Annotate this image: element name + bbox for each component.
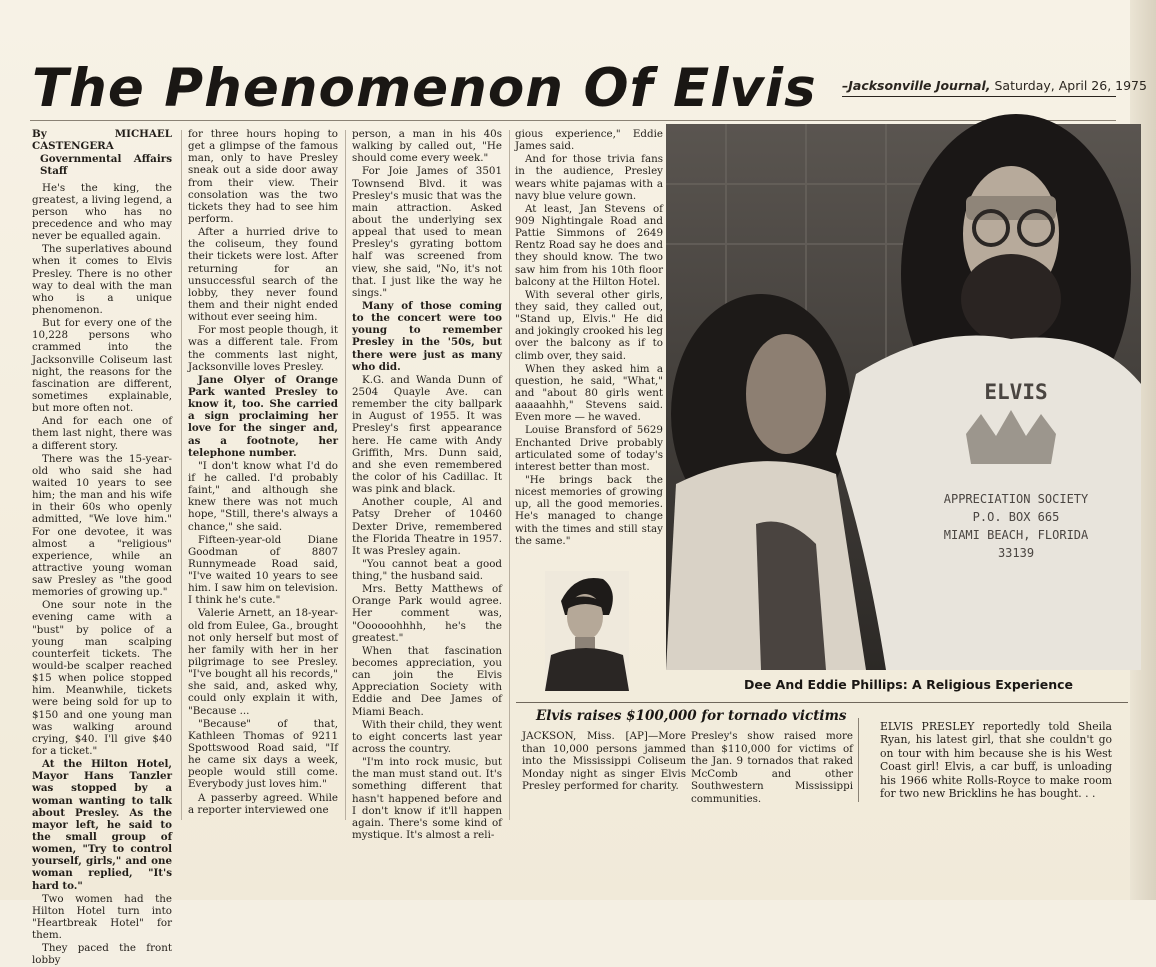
- paragraph: But for every one of the 10,228 persons who crammed into the Jacksonville Coliseum last night, the reasons for the fascination are different, sometimes explainable, but more often not.: [32, 317, 172, 415]
- paragraph: There was the 15-year-old who said she had waited 10 years to see him; the man and his wife in their 60s who openly admitted, "We love him." For one devotee, it was almost a "religious" experience, while an attractive young woman saw Presley as "the good memories of growing up.": [32, 452, 172, 599]
- gossip-note: ELVIS PRESLEY reportedly told Sheila Ryan, his latest girl, that she couldn't go on tour with him because she is his West Coast girl! Elvis, a car buff, is unloading his 1966 white Rolls-Royce to make room for two new Bricklins he has bought. . .: [880, 720, 1112, 801]
- paragraph: At the Hilton Hotel, Mayor Hans Tanzler was stopped by a woman wanting to talk about Presley. As the mayor left, he said to the small group of women, "Try to control yourself, girls," and one woman replied, "It's hard to.": [32, 758, 172, 892]
- sidebar-headline: Elvis raises $100,000 for tornado victims: [536, 708, 847, 724]
- paragraph: "I'm into rock music, but the man must stand out. It's something different that hasn't happened before and I don't know if it'll happen again. There's some kind of mystique. It's almost a reli-: [352, 756, 502, 842]
- byline-title: Governmental Affairs Staff: [40, 153, 172, 178]
- column-divider: [858, 718, 859, 802]
- publication-name: –Jacksonville Journal,: [842, 78, 991, 93]
- article-column-4: [515, 128, 663, 566]
- shirt-print: [916, 380, 1116, 560]
- sidebar-column-1: JACKSON, Miss. [AP]—More than 10,000 persons jammed into the Mississippi Coliseum Monday night as singer Elvis Presley performed for charity.: [522, 730, 686, 793]
- paragraph: "I don't know what I'd do if he called. I'd probably faint," and although she knew there was not much hope, "Still, there's always a chance," she said.: [188, 459, 338, 533]
- paragraph: For Joie James of 3501 Townsend Blvd. it was Presley's music that was the main attraction. Asked about the underlying sex appeal that used to mean Presley's gyrating bottom half was screened from view, she said, "No, it's not that. I just like the way he sings.": [352, 165, 502, 299]
- paragraph: He's the king, the greatest, a living legend, a person who has no precedence and who may never be equalled again.: [32, 181, 172, 243]
- paragraph: for three hours hoping to get a glimpse of the famous man, only to have Presley sneak out a side door away from their view. Their consolation was the two tickets they had to see him perform.: [188, 128, 338, 225]
- byline-name: By MICHAEL CASTENGERA: [32, 128, 172, 153]
- photo-caption: Dee And Eddie Phillips: A Religious Experience: [744, 677, 1073, 692]
- dateline: [842, 78, 1147, 97]
- paragraph: With their child, they went to eight concerts last year across the country.: [352, 718, 502, 756]
- paragraph: And for each one of them last night, there was a different story.: [32, 415, 172, 452]
- paragraph: gious experience," Eddie James said.: [515, 128, 663, 153]
- paragraph: Louise Bransford of 5629 Enchanted Drive probably articulated some of today's interest better than most.: [515, 424, 663, 473]
- paragraph: With several other girls, they said, they called out, "Stand up, Elvis." He did and jokingly crooked his leg over the balcony as if to climb over, they said.: [515, 288, 663, 362]
- paragraph: person, a man in his 40s walking by called out, "He should come every week.": [352, 128, 502, 165]
- paragraph: Two women had the Hilton Hotel turn into "Heartbreak Hotel" for them.: [32, 892, 172, 942]
- paragraph: A passerby agreed. While a reporter interviewed one: [188, 791, 338, 816]
- paragraph: Mrs. Betty Matthews of Orange Park would agree. Her comment was, "Oooooohhhh, he's the greatest.": [352, 583, 502, 644]
- paragraph: "He brings back the nicest memories of growing up, all the good memories. He's managed to change with the times and still stay the same.": [515, 473, 663, 547]
- paragraph: At least, Jan Stevens of 909 Nightingale Road and Pattie Simmons of 2649 Rentz Road say he does and they should know. The two saw him from his 10th floor balcony at the Hilton Hotel.: [515, 202, 663, 288]
- paragraph: Many of those coming to the concert were too young to remember Presley in the '50s, but there were just as many who did.: [352, 299, 502, 373]
- paragraph: After a hurried drive to the coliseum, they found their tickets were lost. After returning for an unsuccessful search of the lobby, they never found them and their night ended without ever seeing him.: [188, 226, 338, 324]
- shirt-text: ELVIS: [984, 380, 1048, 404]
- paragraph: The superlatives abound when it comes to Elvis Presley. There is no other way to deal with the man who is a unique phenomenon.: [32, 243, 172, 316]
- section-rule: [516, 702, 1128, 703]
- column-divider: [181, 130, 182, 820]
- elvis-portrait-image: [545, 571, 629, 691]
- column-divider: [345, 130, 346, 820]
- paragraph: Fifteen-year-old Diane Goodman of 8807 Runnymeade Road said, "I've waited 10 years to see him. I saw him on television. I think he's cute.": [188, 533, 338, 607]
- elvis-portrait-photo: [545, 571, 629, 691]
- paragraph: "You cannot beat a good thing," the husband said.: [352, 557, 502, 583]
- shirt-text: P.O. BOX 665: [972, 510, 1060, 524]
- paragraph: When that fascination becomes appreciation, you can join the Elvis Appreciation Society with Eddie and Dee James of Miami Beach.: [352, 644, 502, 718]
- paragraph: One sour note in the evening came with a "bust" by police of a young man scalping counterfeit tickets. The would-be scalper reached $15 when police stopped him. Meanwhile, tickets were being sold for up to $150 and one young man was walking around crying, $40. I'll give $40 for a ticket.": [32, 599, 172, 758]
- shirt-text: APPRECIATION SOCIETY: [943, 492, 1089, 506]
- page-title: The Phenomenon Of Elvis: [32, 58, 817, 119]
- publication-date: Saturday, April 26, 1975: [990, 78, 1147, 93]
- main-photo: [666, 124, 1141, 670]
- article-column-2: [188, 128, 338, 824]
- article-column-1: [32, 128, 172, 967]
- paragraph: "Because" of that, Kathleen Thomas of 9211 Spottswood Road said, "If he came six days a week, people would still come. Everybody just loves him.": [188, 717, 338, 791]
- shirt-text: 33139: [997, 546, 1035, 560]
- shirt-text: MIAMI BEACH, FLORIDA: [943, 528, 1089, 542]
- sidebar-column-2: Presley's show raised more than $110,000 for victims of the Jan. 9 tornados that raked McComb and other Southwestern Mississippi communities.: [691, 730, 853, 805]
- article-column-3: [352, 128, 502, 842]
- paragraph: And for those trivia fans in the audience, Presley wears white pajamas with a navy blue velure gown.: [515, 153, 663, 202]
- paragraph: Valerie Arnett, an 18-year-old from Eulee, Ga., brought not only herself but most of her family with her in her pilgrimage to see Presley. "I've bought all his records," she said, and, asked why, could only explain it with, "Because ...: [188, 607, 338, 717]
- paragraph: For most people though, it was a different tale. From the comments last night, Jacksonville loves Presley.: [188, 324, 338, 373]
- paragraph: When they asked him a question, he said, "What," and "about 80 girls went aaaaahhh," Stevens said. Even more — he waved.: [515, 362, 663, 424]
- paragraph: They paced the front lobby: [32, 942, 172, 967]
- paragraph: Jane Olyer of Orange Park wanted Presley to know it, too. She carried a sign proclaiming her love for the singer and, as a footnote, her telephone number.: [188, 373, 338, 459]
- headline-rule: [30, 120, 1116, 121]
- column-divider: [509, 130, 510, 820]
- paragraph: Another couple, Al and Patsy Dreher of 10460 Dexter Drive, remembered the Florida Theatre in 1957. It was Presley again.: [352, 496, 502, 557]
- paragraph: K.G. and Wanda Dunn of 2504 Quayle Ave. can remember the city ballpark in August of 1955. It was Presley's first appearance here. He came with Andy Griffith, Mrs. Dunn said, and she even remembered the color of his Cadillac. It was pink and black.: [352, 373, 502, 496]
